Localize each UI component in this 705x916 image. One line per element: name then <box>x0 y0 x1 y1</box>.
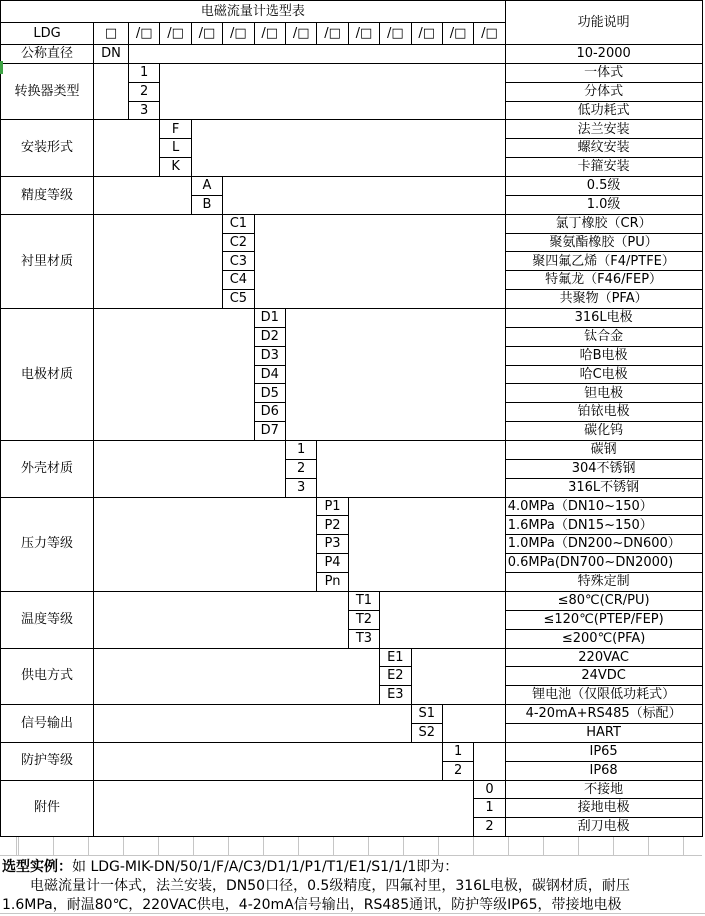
option-code: E3 <box>380 686 411 705</box>
option-code: P1 <box>317 497 348 516</box>
option-description: 220VAC <box>505 648 702 667</box>
model-slot-box: /□ <box>129 23 160 45</box>
model-slot-box: /□ <box>317 23 348 45</box>
option-row <box>1 441 703 460</box>
option-description: 铂铱电极 <box>505 403 702 422</box>
option-code: D7 <box>254 422 285 441</box>
model-slot-box: /□ <box>285 23 316 45</box>
option-description: HART <box>505 723 702 742</box>
option-code: D3 <box>254 346 285 365</box>
category-label: 精度等级 <box>1 177 94 215</box>
option-description: 特氟龙（F46/FEP） <box>505 271 702 290</box>
category-label: 衬里材质 <box>1 214 94 308</box>
empty-cell <box>94 497 317 591</box>
option-row <box>1 780 703 799</box>
model-slot-box: /□ <box>380 23 411 45</box>
model-prefix: LDG <box>1 23 94 45</box>
empty-cell <box>317 441 505 498</box>
option-description: 316L电极 <box>505 309 702 328</box>
page-title: 电磁流量计选型表 <box>1 1 506 23</box>
option-code: P2 <box>317 516 348 535</box>
option-description: 24VDC <box>505 667 702 686</box>
option-code: B <box>191 195 222 214</box>
category-label: 转换器类型 <box>1 63 94 120</box>
option-description: 法兰安装 <box>505 120 702 139</box>
option-code: T3 <box>348 629 379 648</box>
category-label: 附件 <box>1 780 94 837</box>
option-code: C3 <box>223 252 254 271</box>
category-label: 公称直径 <box>1 45 94 64</box>
empty-cell <box>94 63 129 120</box>
empty-cell <box>94 214 223 308</box>
gridline-strip <box>0 837 702 856</box>
category-label: 电极材质 <box>1 309 94 441</box>
category-label: 温度等级 <box>1 591 94 648</box>
option-code: 2 <box>474 818 505 837</box>
category-label: 外壳材质 <box>1 441 94 498</box>
option-description: 0.6MPa(DN700~DN2000) <box>505 554 702 573</box>
model-slot-box: /□ <box>348 23 379 45</box>
empty-cell <box>160 63 505 120</box>
option-code: D1 <box>254 309 285 328</box>
option-description: 10-2000 <box>505 45 702 64</box>
option-description: 1.0级 <box>505 195 702 214</box>
empty-cell <box>94 177 192 215</box>
option-description: 聚四氟乙烯（F4/PTFE） <box>505 252 702 271</box>
option-code: P3 <box>317 535 348 554</box>
option-description: 1.0MPa（DN200~DN600） <box>505 535 702 554</box>
empty-cell <box>191 120 505 177</box>
option-row <box>1 63 703 82</box>
option-code: C5 <box>223 290 254 309</box>
empty-cell <box>223 177 506 215</box>
option-description: 共聚物（PFA） <box>505 290 702 309</box>
option-description: 碳化钨 <box>505 422 702 441</box>
option-description: 钽电极 <box>505 384 702 403</box>
option-row <box>1 214 703 233</box>
empty-cell <box>129 45 506 64</box>
category-label: 安装形式 <box>1 120 94 177</box>
option-description: 不接地 <box>505 780 702 799</box>
function-description-header: 功能说明 <box>505 1 702 45</box>
option-row <box>1 497 703 516</box>
example-section <box>0 857 705 915</box>
option-code: D6 <box>254 403 285 422</box>
option-row <box>1 591 703 610</box>
empty-cell <box>348 497 505 591</box>
option-code: K <box>160 158 191 177</box>
option-code: S2 <box>411 723 442 742</box>
option-description: ≤200℃(PFA) <box>505 629 702 648</box>
option-description: ≤120℃(PTEP/FEP) <box>505 610 702 629</box>
empty-cell <box>94 705 412 743</box>
empty-cell <box>411 648 505 705</box>
empty-cell <box>254 214 505 308</box>
option-description: 特殊定制 <box>505 573 702 592</box>
model-slot-box: /□ <box>474 23 505 45</box>
category-label: 压力等级 <box>1 497 94 591</box>
option-description: 316L不锈钢 <box>505 478 702 497</box>
model-slot-box: /□ <box>160 23 191 45</box>
option-description: 聚氨酯橡胶（PU） <box>505 233 702 252</box>
option-description: 哈B电极 <box>505 346 702 365</box>
option-description: ≤80℃(CR/PU) <box>505 591 702 610</box>
example-description-line-2: 1.6MPa，耐温80℃，220VAC供电，4-20mA信号输出，RS485通讯，防护等级IP65，带接地电极 <box>2 897 622 913</box>
category-label: 供电方式 <box>1 648 94 705</box>
model-slot-box: /□ <box>254 23 285 45</box>
option-description: 氯丁橡胶（CR） <box>505 214 702 233</box>
empty-cell <box>285 309 505 441</box>
category-label: 防护等级 <box>1 742 94 780</box>
option-description: 4-20mA+RS485（标配） <box>505 705 702 724</box>
option-code: S1 <box>411 705 442 724</box>
category-label: 信号输出 <box>1 705 94 743</box>
empty-cell <box>94 780 474 837</box>
bottom-gridline <box>0 913 705 914</box>
option-code: DN <box>94 45 129 64</box>
model-slot-box: /□ <box>442 23 473 45</box>
option-code: 1 <box>474 799 505 818</box>
model-slot-box: /□ <box>191 23 222 45</box>
option-code: 2 <box>285 459 316 478</box>
option-row <box>1 705 703 724</box>
option-description: 分体式 <box>505 82 702 101</box>
option-description: 钛合金 <box>505 327 702 346</box>
option-code: E1 <box>380 648 411 667</box>
option-code: F <box>160 120 191 139</box>
empty-cell <box>94 648 380 705</box>
option-description: 螺纹安装 <box>505 139 702 158</box>
option-description: 碳钢 <box>505 441 702 460</box>
option-description: 4.0MPa（DN10~150） <box>505 497 702 516</box>
example-description-line-1: 电磁流量计一体式，法兰安装，DN50口径，0.5级精度，四氟衬里，316L电极，碳钢材质，耐压 <box>30 878 630 894</box>
option-description: 卡箍安装 <box>505 158 702 177</box>
option-code: 1 <box>285 441 316 460</box>
empty-cell <box>380 591 506 648</box>
empty-cell <box>94 742 443 780</box>
option-code: T2 <box>348 610 379 629</box>
option-description: 锂电池（仅限低功耗式） <box>505 686 702 705</box>
option-description: 刮刀电极 <box>505 818 702 837</box>
option-code: 3 <box>129 101 160 120</box>
empty-cell <box>94 441 286 498</box>
empty-cell <box>474 742 505 780</box>
option-row <box>1 177 703 196</box>
option-code: 2 <box>442 761 473 780</box>
option-description: 1.6MPa（DN15~150） <box>505 516 702 535</box>
model-first-box: □ <box>94 23 129 45</box>
excel-green-marker <box>0 61 3 74</box>
option-description: IP65 <box>505 742 702 761</box>
option-code: 2 <box>129 82 160 101</box>
option-code: C4 <box>223 271 254 290</box>
option-code: E2 <box>380 667 411 686</box>
option-description: 低功耗式 <box>505 101 702 120</box>
option-description: 0.5级 <box>505 177 702 196</box>
empty-cell <box>94 309 255 441</box>
option-code: 1 <box>442 742 473 761</box>
option-code: L <box>160 139 191 158</box>
option-code: D2 <box>254 327 285 346</box>
option-row <box>1 309 703 328</box>
option-description: IP68 <box>505 761 702 780</box>
title-row <box>1 1 703 23</box>
option-row <box>1 120 703 139</box>
example-line <box>0 857 705 877</box>
example-label: 选型实例： <box>2 859 72 875</box>
option-description: 304不锈钢 <box>505 459 702 478</box>
option-description: 接地电极 <box>505 799 702 818</box>
option-code: T1 <box>348 591 379 610</box>
option-code: 1 <box>129 63 160 82</box>
example-model-code: 如 LDG-MIK-DN/50/1/F/A/C3/D1/1/P1/T1/E1/S1/1/1即为： <box>72 859 459 875</box>
empty-cell <box>94 120 160 177</box>
option-code: C1 <box>223 214 254 233</box>
model-slot-box: /□ <box>411 23 442 45</box>
option-row <box>1 648 703 667</box>
model-slot-box: /□ <box>223 23 254 45</box>
option-code: P4 <box>317 554 348 573</box>
empty-cell <box>94 591 349 648</box>
option-row <box>1 742 703 761</box>
empty-cell <box>442 705 505 743</box>
option-code: 0 <box>474 780 505 799</box>
option-row <box>1 45 703 64</box>
option-code: D4 <box>254 365 285 384</box>
option-description: 哈C电极 <box>505 365 702 384</box>
option-description: 一体式 <box>505 63 702 82</box>
option-code: C2 <box>223 233 254 252</box>
option-code: D5 <box>254 384 285 403</box>
option-code: A <box>191 177 222 196</box>
option-code: Pn <box>317 573 348 592</box>
option-code: 3 <box>285 478 316 497</box>
